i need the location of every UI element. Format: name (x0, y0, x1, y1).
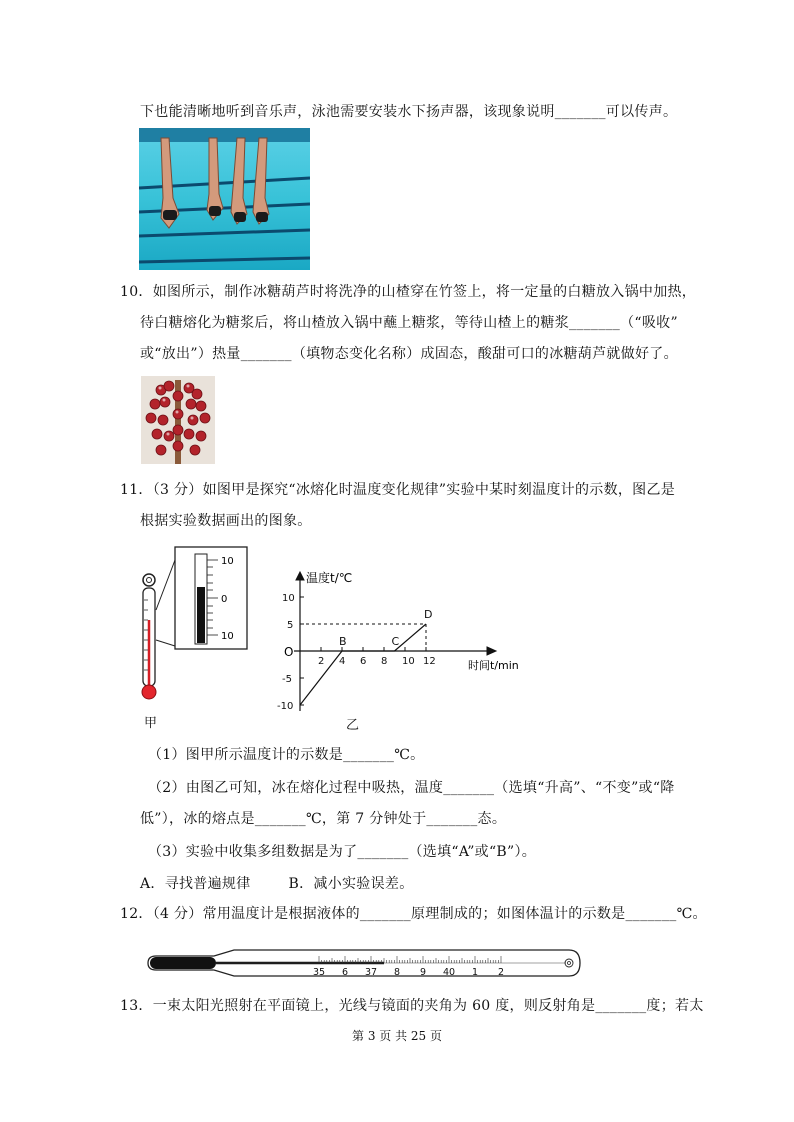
candied-hawthorn-photo (141, 376, 215, 464)
q11-sub2-line1: （2）由图乙可知，冰在熔化过程中吸热，温度_______（选填“升高”、“不变”或“降 (148, 780, 675, 796)
q10-line2: 待白糖熔化为糖浆后，将山楂放入锅中蘸上糖浆，等待山楂上的糖浆_______（“吸收” (140, 315, 678, 331)
x-tick-label: 10 (402, 656, 415, 667)
scale-label: 1 (472, 967, 479, 978)
x-axis-arrow (487, 647, 496, 655)
thermometer-figure (130, 540, 270, 740)
q11-line2: 根据实验数据画出的图象。 (140, 513, 312, 529)
point-label-c: C (391, 635, 400, 648)
figure-yi-caption: 乙 (346, 718, 360, 733)
scale-label: 35 (313, 967, 326, 978)
scale-label: 40 (443, 967, 456, 978)
scale-label: 2 (498, 967, 505, 978)
x-tick-label: 2 (318, 656, 325, 667)
scale-label-bottom: 10 (221, 631, 234, 642)
q13-line1: 13．一束太阳光照射在平面镜上，光线与镜面的夹角为 60 度，则反射角是_______度；若太 (120, 998, 704, 1014)
y-tick-label: -10 (277, 701, 294, 712)
x-tick-label: 6 (360, 656, 367, 667)
q11-options: A．寻找普遍规律 B．减小实验误差。 (140, 876, 414, 892)
y-axis-label: 温度t/℃ (306, 571, 353, 585)
scale-label-top: 10 (221, 556, 234, 567)
q11-sub3: （3）实验中收集多组数据是为了_______（选填“A”或“B”）。 (148, 844, 537, 860)
y-axis-arrow (296, 572, 304, 580)
scale-label: 8 (394, 967, 401, 978)
figure-jia-caption: 甲 (144, 716, 158, 731)
q11-sub1: （1）图甲所示温度计的示数是_______℃。 (148, 747, 425, 763)
scale-label: 9 (420, 967, 427, 978)
x-axis-label: 时间t/min (468, 659, 519, 672)
temperature-time-graph (270, 560, 530, 720)
x-tick-label: 12 (423, 656, 436, 667)
y-tick-label: -5 (282, 674, 292, 685)
q9-text: 下也能清晰地听到音乐声，泳池需要安装水下扬声器，该现象说明_______可以传声。 (140, 104, 678, 120)
q10-line3: 或“放出”）热量_______（填物态变化名称）成固态，酸甜可口的冰糖葫芦就做好了。 (140, 346, 678, 362)
scale-label-zero: 0 (221, 594, 228, 605)
scale-label: 6 (342, 967, 349, 978)
clinical-thermometer (144, 942, 584, 984)
page-footer: 第 3 页 共 25 页 (352, 1029, 442, 1043)
y-tick-label: 10 (282, 593, 295, 604)
q11-sub2-line2: 低”），冰的熔点是_______℃，第 7 分钟处于_______态。 (140, 811, 507, 827)
y-tick-label: 5 (287, 620, 294, 631)
x-tick-label: 8 (381, 656, 388, 667)
x-tick-label: 4 (339, 656, 346, 667)
scale-label: 37 (365, 967, 378, 978)
q12-line1: 12．（4 分）常用温度计是根据液体的_______原理制成的；如图体温计的示数是_______℃。 (120, 906, 707, 922)
q11-line1: 11．（3 分）如图甲是探究“冰熔化时温度变化规律”实验中某时刻温度计的示数，图乙是 (120, 482, 676, 498)
point-label-d: D (424, 608, 433, 621)
q10-line1: 10．如图所示，制作冰糖葫芦时将洗净的山楂穿在竹签上，将一定量的白糖放入锅中加热， (120, 284, 697, 300)
synchronized-swimming-photo (139, 128, 310, 270)
point-label-b: B (339, 635, 347, 648)
origin-label: O (284, 645, 294, 659)
